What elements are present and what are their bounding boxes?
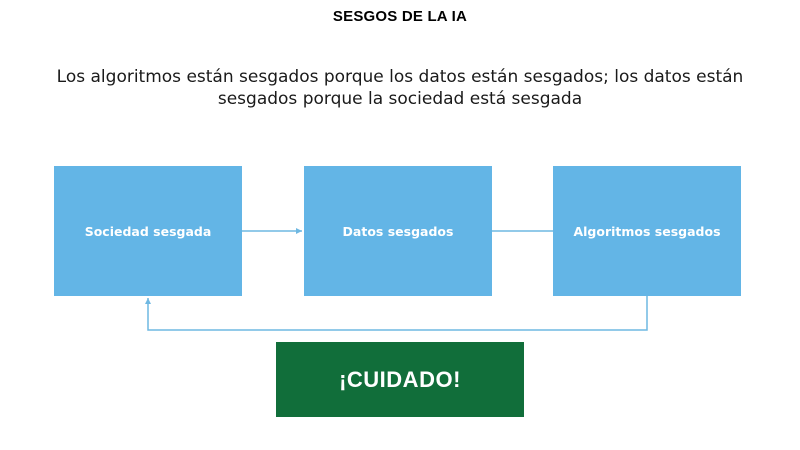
box-sociedad-sesgada	[54, 166, 242, 296]
box-datos-sesgados	[304, 166, 492, 296]
warning-box	[276, 342, 524, 417]
warning-label: ¡CUIDADO!	[339, 366, 461, 392]
box-label: Algoritmos sesgados	[573, 223, 721, 239]
page-title: SESGOS DE LA IA	[332, 8, 468, 25]
subtitle-text: Los algoritmos están sesgados porque los datos están sesgados; los datos están sesgados porque la sociedad está sesgada	[56, 67, 744, 109]
feedback-arrow-algoritmos-to-sociedad	[148, 296, 647, 330]
box-label: Datos sesgados	[342, 223, 454, 239]
box-label: Sociedad sesgada	[84, 223, 212, 239]
box-algoritmos-sesgados	[553, 166, 741, 296]
